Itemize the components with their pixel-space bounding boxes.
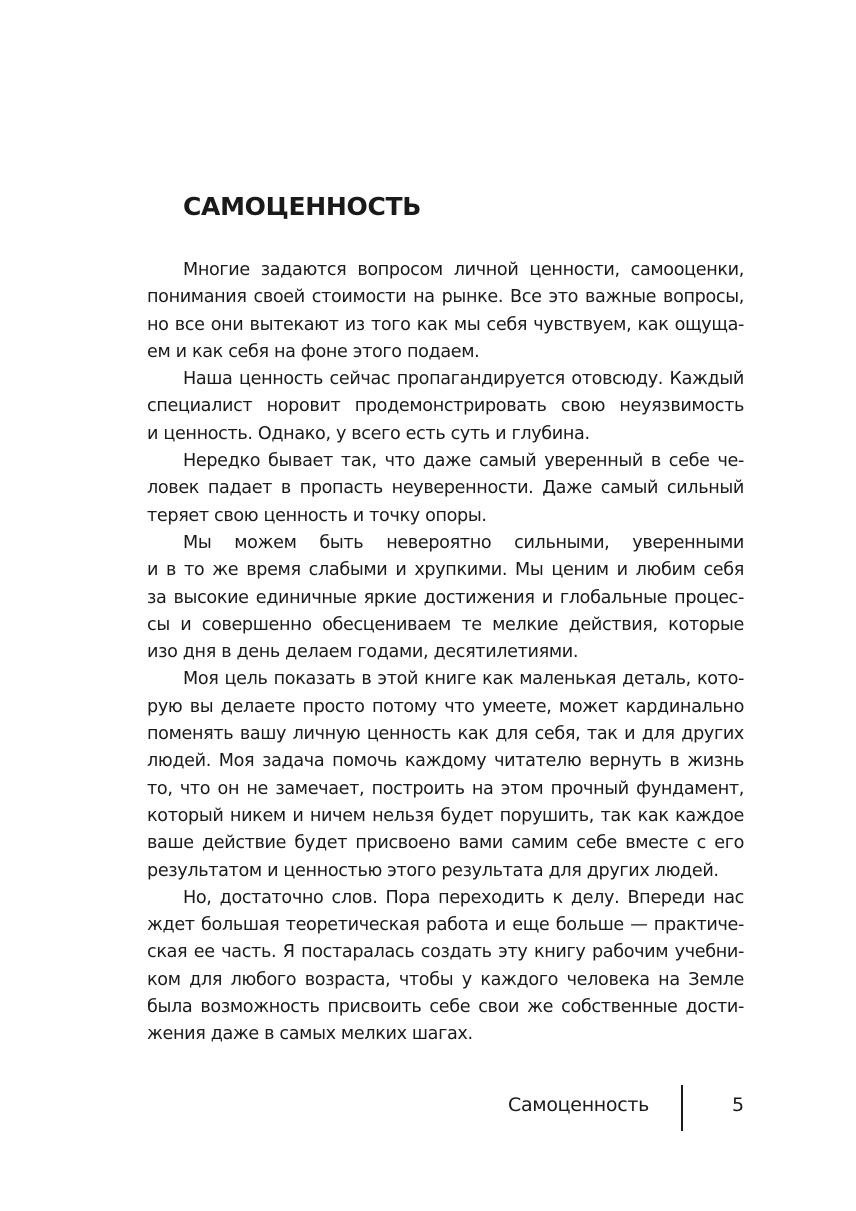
text-line: ем и как себя на фоне этого подаем.	[147, 341, 480, 362]
text-line: ком для любого возраста, чтобы у каждого человека на Земле	[147, 969, 744, 990]
text-line: и в то же время слабыми и хрупкими. Мы ценим и любим себя	[147, 560, 744, 581]
page-number: 5	[732, 1094, 745, 1116]
text-line: Нередко бывает так, что даже самый уверенный в себе че-	[183, 451, 744, 472]
text-line: за высокие единичные яркие достижения и глобальные процес-	[147, 587, 744, 608]
text-line: поменять вашу личную ценность как для себя, так и для других	[147, 724, 744, 745]
text-line: ская ее часть. Я постаралась создать эту книгу рабочим учебни-	[147, 942, 744, 963]
text-line: Моя цель показать в этой книге как маленькая деталь, кото-	[183, 669, 744, 690]
text-line: который никем и ничем нельзя будет порушить, так как каждое	[147, 805, 744, 826]
text-line: изо дня в день делаем годами, десятилетиями.	[147, 642, 579, 663]
text-line: жения даже в самых мелких шагах.	[147, 1024, 473, 1045]
text-line: людей. Моя задача помочь каждому читателю вернуть в жизнь	[147, 751, 744, 772]
text-line: Многие задаются вопросом личной ценности, самооценки,	[183, 260, 744, 280]
text-line: но все они вытекают из того как мы себя чувствуем, как ощуща-	[147, 314, 744, 335]
text-line: специалист норовит продемонстрировать свою неуязвимость	[147, 396, 744, 417]
text-line: Наша ценность сейчас пропагандируется отовсюду. Каждый	[183, 369, 744, 390]
text-line: была возможность присвоить себе свои же собственные дости-	[147, 997, 744, 1018]
text-line: и ценность. Однако, у всего есть суть и глубина.	[147, 423, 590, 444]
text-line: ловек падает в пропасть неуверенности. Даже самый сильный	[147, 478, 744, 499]
text-line: понимания своей стоимости на рынке. Все это важные вопросы,	[147, 287, 744, 308]
text-line: теряет свою ценность и точку опоры.	[147, 505, 487, 526]
text-line: то, что он не замечает, построить на этом прочный фундамент,	[147, 778, 744, 799]
text-line: Мы можем быть невероятно сильными, уверенными	[183, 532, 744, 553]
text-line: рую вы делаете просто потому что умеете, может кардинально	[147, 696, 744, 717]
body-text	[147, 257, 744, 1049]
chapter-title: САМОЦЕННОСТЬ	[183, 192, 422, 221]
running-title: Самоценность	[508, 1094, 650, 1116]
footer-divider	[681, 1085, 683, 1131]
text-line: ждет большая теоретическая работа и еще больше — практиче-	[147, 915, 744, 936]
text-line: сы и совершенно обесцениваем те мелкие действия, которые	[147, 614, 744, 635]
text-line: ваше действие будет присвоено вами самим себе вместе с его	[147, 833, 744, 854]
text-line: результатом и ценностью этого результата для других людей.	[147, 860, 719, 881]
text-line: Но, достаточно слов. Пора переходить к делу. Впереди нас	[183, 887, 744, 908]
